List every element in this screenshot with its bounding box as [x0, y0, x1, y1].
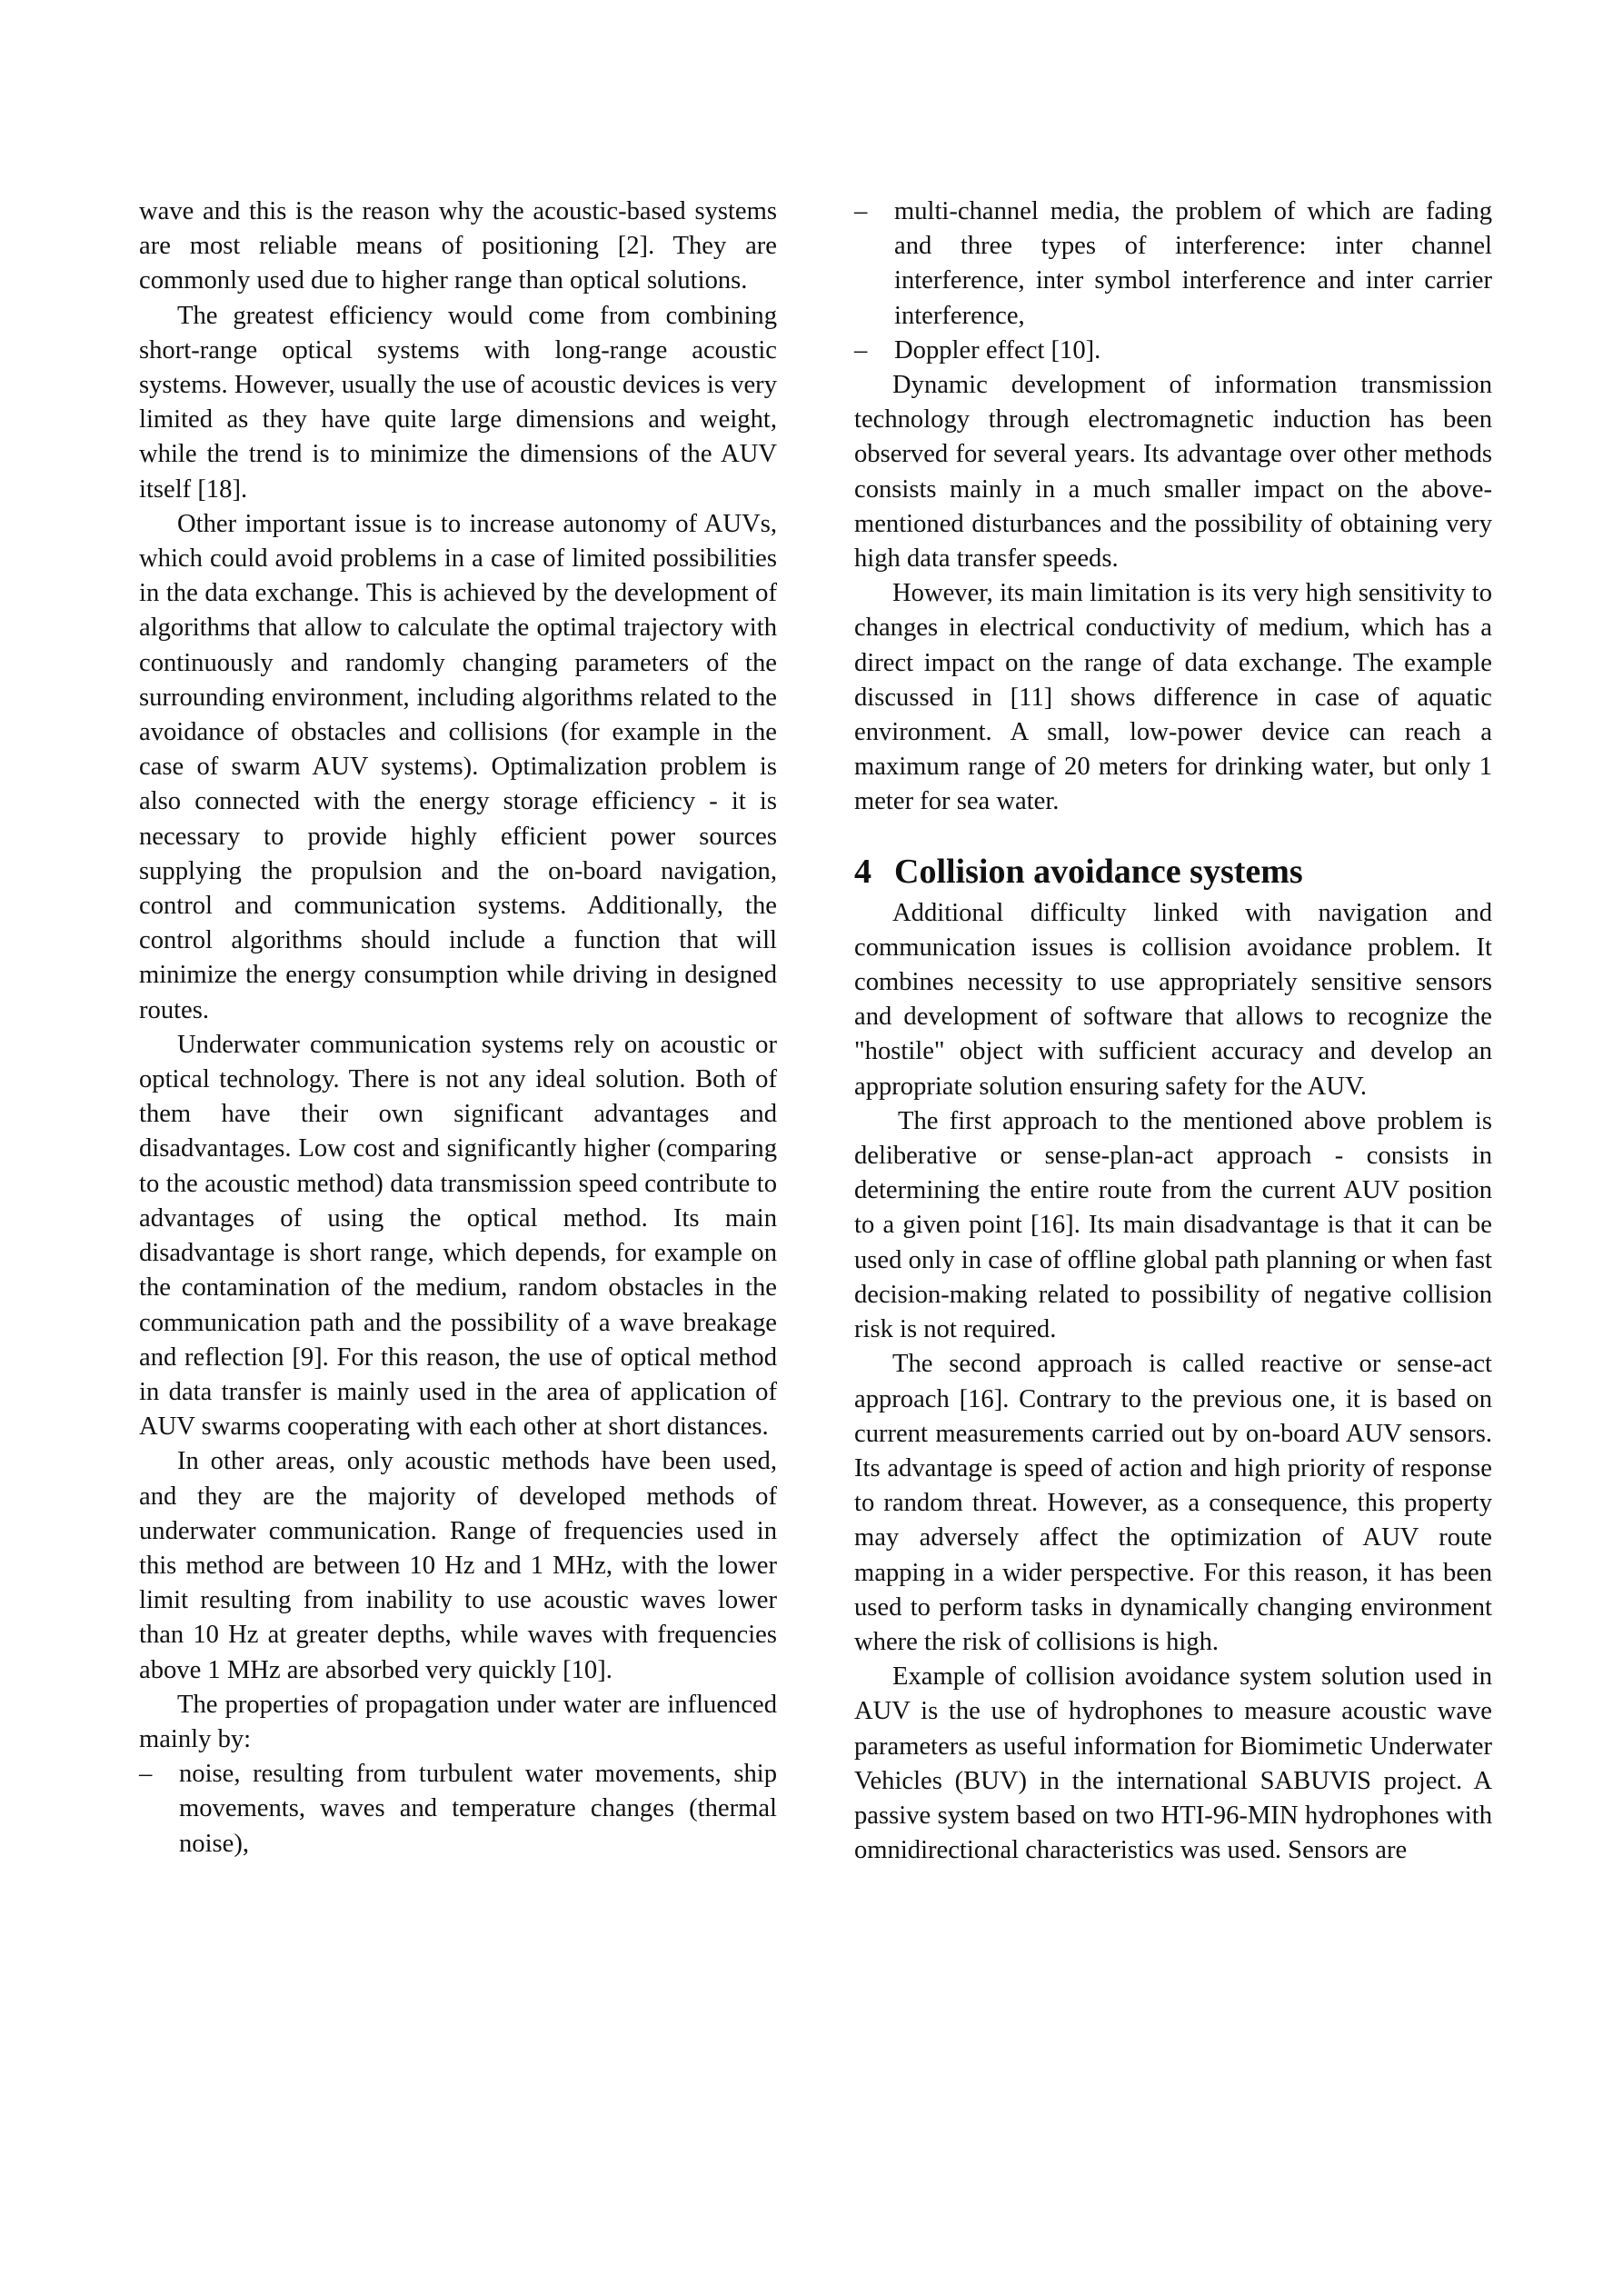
paragraph: wave and this is the reason why the acoustic-based systems are most reliable means of positioning [2]. They are commonly used due to higher range than optical solutions.	[139, 197, 777, 295]
paragraph: The properties of propagation under water are influenced mainly by:	[139, 1690, 777, 1753]
section-title: Collision avoidance systems	[894, 852, 1303, 891]
paragraph: In other areas, only acoustic methods have been used, and they are the majority of developed methods of underwater communication. Range of frequencies used in this method are between 10 Hz and 1 MHz, with the lower limit resulting from inability to use acoustic waves lower than 10 Hz at greater depths, while waves with frequencies above 1 MHz are absorbed very quickly [10].	[139, 1447, 777, 1684]
bullet-list	[854, 195, 1492, 368]
list-item: – Doppler effect [10].	[854, 334, 1492, 368]
paragraph: Dynamic development of information transmission technology through electromagnetic induction has been observed for several years. Its advantage over other methods consists mainly in a much smaller impact on the above-mentioned disturbances and the possibility of obtaining very high data transfer speeds.	[854, 371, 1492, 574]
section-number: 4	[854, 852, 871, 891]
paragraph: The first approach to the mentioned above problem is deliberative or sense-plan-act approach - consists in determining the entire route from the current AUV position to a given point [16]. Its main disadvantage is that it can be used only in case of offline global path planning or when fast decision-making related to possibility of negative collision risk is not required.	[854, 1106, 1492, 1344]
section-heading	[854, 851, 1492, 893]
list-item: – noise, resulting from turbulent water movements, ship movements, waves and temperature changes (thermal noise),	[139, 1757, 777, 1862]
paragraph: Underwater communication systems rely on acoustic or optical technology. There is not any ideal solution. Both of them have their own significant advantages and disadvantages. Low cost and significantly higher (comparing to the acoustic method) data transmission speed contribute to advantages of using the optical method. Its main disadvantage is short range, which depends, for example on the contamination of the medium, random obstacles in the communication path and the possibility of a wave breakage and reflection [9]. For this reason, the use of optical method in data transfer is mainly used in the area of application of AUV swarms cooperating with each other at short distances.	[139, 1030, 777, 1442]
paragraph: Example of collision avoidance system solution used in AUV is the use of hydrophones to measure acoustic wave parameters as useful information for Biomimetic Underwater Vehicles (BUV) in the international SABUVIS project. A passive system based on two HTI-96-MIN hydrophones with omnidirectional characteristics was used. Sensors are	[854, 1662, 1492, 1865]
left-column	[139, 195, 777, 1862]
paragraph: The second approach is called reactive or sense-act approach [16]. Contrary to the previous one, it is based on current measurements carried out by on-board AUV sensors. Its advantage is speed of action and high priority of response to random threat. However, as a consequence, this property may adversely affect the optimization of AUV route mapping in a wider perspective. For this reason, it has been used to perform tasks in dynamically changing environment where the risk of collisions is high.	[854, 1350, 1492, 1656]
right-column	[854, 195, 1492, 1868]
paragraph: Additional difficulty linked with navigation and communication issues is collision avoidance problem. It combines necessity to use appropriately sensitive sensors and development of software that allows to recognize the "hostile" object with sufficient accuracy and develop an appropriate solution ensuring safety for the AUV.	[854, 898, 1492, 1101]
list-item: – multi-channel media, the problem of which are fading and three types of interference: inter channel interference, inter symbol interference and inter carrier interference,	[854, 195, 1492, 334]
bullet-list	[139, 1757, 777, 1862]
paragraph: However, its main limitation is its very high sensitivity to changes in electrical conductivity of medium, which has a direct impact on the range of data exchange. The example discussed in [11] shows difference in case of aquatic environment. A small, low-power device can reach a maximum range of 20 meters for drinking water, but only 1 meter for sea water.	[854, 579, 1492, 816]
paragraph: The greatest efficiency would come from combining short-range optical systems with long-range acoustic systems. However, usually the use of acoustic devices is very limited as they have quite large dimensions and weight, while the trend is to minimize the dimensions of the AUV itself [18].	[139, 301, 777, 504]
paragraph: Other important issue is to increase autonomy of AUVs, which could avoid problems in a case of limited possibilities in the data exchange. This is achieved by the development of algorithms that allow to calculate the optimal trajectory with continuously and randomly changing parameters of the surrounding environment, including algorithms related to the avoidance of obstacles and collisions (for example in the case of swarm AUV systems). Optimalization problem is also connected with the energy storage efficiency - it is necessary to provide highly efficient power sources supplying the propulsion and the on-board navigation, control and communication systems. Additionally, the control algorithms should include a function that will minimize the energy consumption while driving in designed routes.	[139, 509, 777, 1024]
